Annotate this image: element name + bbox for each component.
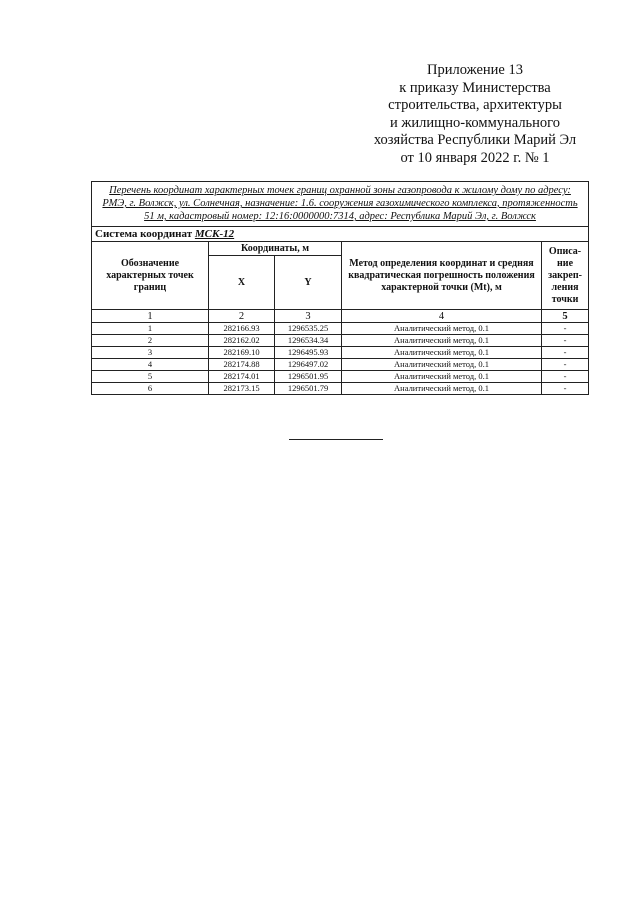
appendix-header xyxy=(340,62,610,167)
cell-y: 1296534.34 xyxy=(275,335,342,347)
col-number: 1 xyxy=(92,310,209,323)
table-row xyxy=(92,383,589,395)
cell-point: 4 xyxy=(92,359,209,371)
header-line: хозяйства Республики Марий Эл xyxy=(373,132,577,148)
cell-description: - xyxy=(542,335,589,347)
cell-x: 282174.88 xyxy=(209,359,275,371)
cell-x: 282166.93 xyxy=(209,323,275,335)
cell-method: Аналитический метод, 0.1 xyxy=(342,371,542,383)
col-number: 2 xyxy=(209,310,275,323)
col-number: 3 xyxy=(275,310,342,323)
header-coordinates: Координаты, м xyxy=(209,242,342,256)
cell-method: Аналитический метод, 0.1 xyxy=(342,347,542,359)
table-row xyxy=(92,323,589,335)
table-row xyxy=(92,335,589,347)
coordinate-system-value: МСК-12 xyxy=(194,228,235,240)
cell-point: 5 xyxy=(92,371,209,383)
header-line: строительства, архитектуры xyxy=(388,97,562,113)
cell-y: 1296501.79 xyxy=(275,383,342,395)
header-point: Обозначение характерных точек границ xyxy=(92,242,209,310)
cell-x: 282169.10 xyxy=(209,347,275,359)
end-divider-line xyxy=(289,439,383,440)
cell-point: 6 xyxy=(92,383,209,395)
coordinate-system-row xyxy=(92,227,589,242)
cell-point: 2 xyxy=(92,335,209,347)
table-caption: Перечень координат характерных точек границ охранной зоны газопровода к жилому дому по адресу: РМЭ, г. Волжск, ул. Солнечная, назначение: 1.6. сооружения газохимического комплекса, протяженность 51 м, кадастровый номер: 12:16:0000000:7314, адрес: Республика Марий Эл, г. Волжск xyxy=(92,182,589,227)
cell-x: 282173.15 xyxy=(209,383,275,395)
cell-y: 1296495.93 xyxy=(275,347,342,359)
header-description: Описа-ние закреп-ления точки xyxy=(542,242,589,310)
header-line: к приказу Министерства xyxy=(399,79,551,96)
cell-method: Аналитический метод, 0.1 xyxy=(342,383,542,395)
table-row xyxy=(92,359,589,371)
header-line: Приложение 13 xyxy=(427,62,523,78)
cell-method: Аналитический метод, 0.1 xyxy=(342,323,542,335)
table-row xyxy=(92,347,589,359)
cell-x: 282162.02 xyxy=(209,335,275,347)
cell-y: 1296501.95 xyxy=(275,371,342,383)
col-number: 4 xyxy=(342,310,542,323)
cell-description: - xyxy=(542,323,589,335)
cell-description: - xyxy=(542,359,589,371)
cell-point: 3 xyxy=(92,347,209,359)
coordinates-table xyxy=(91,181,589,395)
col-number: 5 xyxy=(542,310,589,323)
cell-description: - xyxy=(542,371,589,383)
cell-x: 282174.01 xyxy=(209,371,275,383)
cell-point: 1 xyxy=(92,323,209,335)
header-y: Y xyxy=(275,256,342,310)
table-row xyxy=(92,371,589,383)
cell-method: Аналитический метод, 0.1 xyxy=(342,335,542,347)
cell-method: Аналитический метод, 0.1 xyxy=(342,359,542,371)
cell-description: - xyxy=(542,347,589,359)
header-line: и жилищно-коммунального xyxy=(389,114,561,131)
coordinate-system-label: Система координат xyxy=(95,228,195,240)
header-x: X xyxy=(209,256,275,310)
header-method: Метод определения координат и средняя квадратическая погрешность положения характерной точки (Mt), м xyxy=(342,242,542,310)
cell-y: 1296497.02 xyxy=(275,359,342,371)
header-line: от 10 января 2022 г. № 1 xyxy=(400,149,550,166)
cell-description: - xyxy=(542,383,589,395)
cell-y: 1296535.25 xyxy=(275,323,342,335)
